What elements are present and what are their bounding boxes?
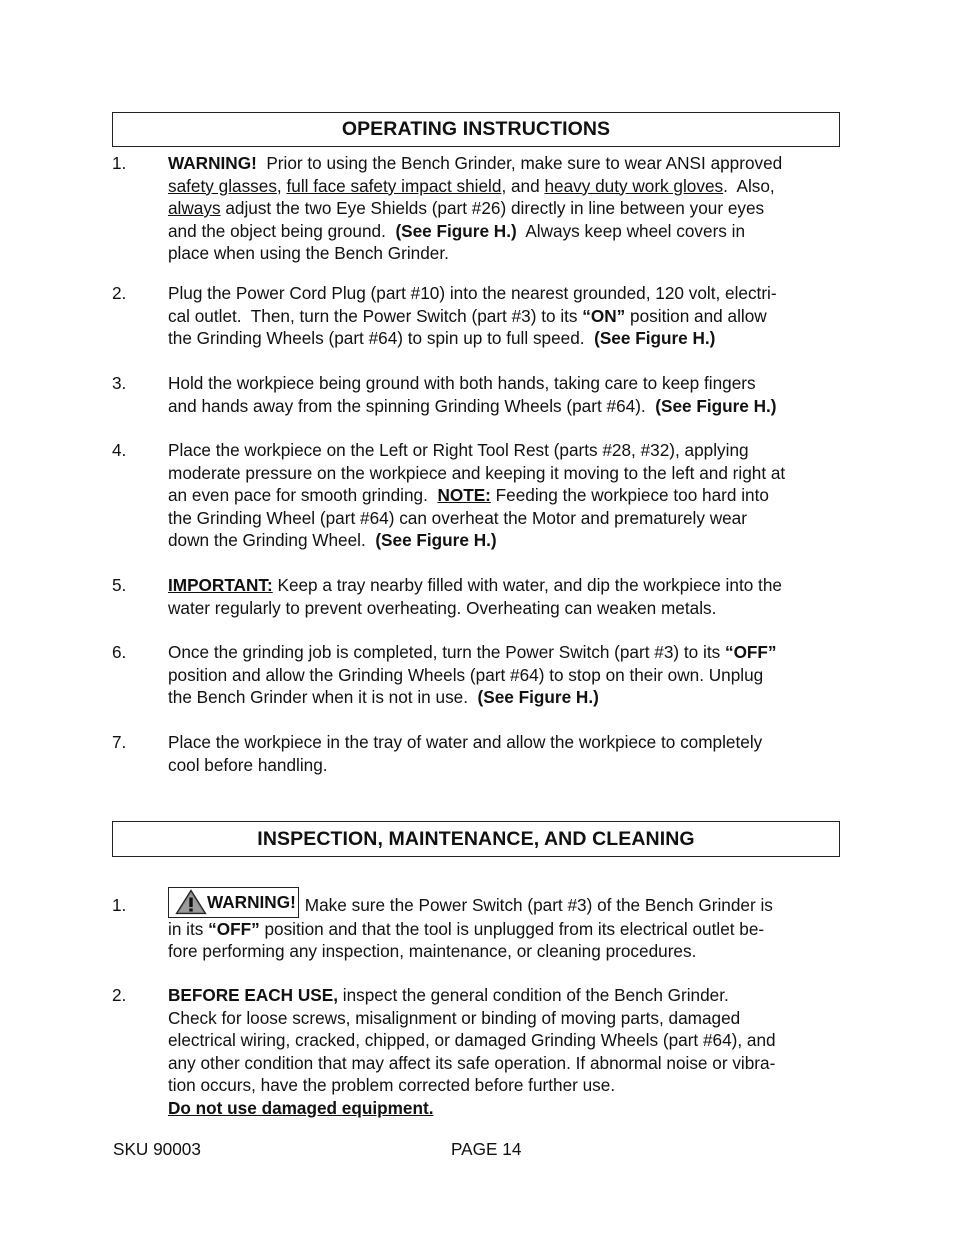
item-number: 1. <box>112 153 127 173</box>
list-item <box>112 152 842 265</box>
section-title: INSPECTION, MAINTENANCE, AND CLEANING <box>257 827 695 850</box>
text-fragment: down the Grinding Wheel. <box>168 530 376 550</box>
item-text <box>168 372 842 417</box>
text-fragment: Always keep wheel covers in <box>516 220 746 241</box>
figure-reference: (See Figure H.) <box>375 530 497 550</box>
text-line: Place the workpiece in the tray of water and allow the workpiece to completely <box>168 732 763 752</box>
list-item <box>112 372 842 417</box>
list-item <box>112 439 842 552</box>
text-fragment: Make sure the Power Switch (part #3) of the Bench Grinder is <box>304 895 773 915</box>
figure-reference: (See Figure H.) <box>395 220 517 241</box>
list-item <box>112 574 842 619</box>
text-line: water regularly to prevent overheating. Overheating can weaken metals. <box>168 597 717 618</box>
text-line: fore performing any inspection, maintenance, or cleaning procedures. <box>168 941 697 961</box>
text-line: the Grinding Wheel (part #64) can overheat the Motor and prematurely wear <box>168 507 747 528</box>
warning-label: WARNING! <box>207 891 296 912</box>
figure-reference: (See Figure H.) <box>655 395 777 416</box>
text-line: cool before handling. <box>168 754 328 775</box>
text-line: moderate pressure on the workpiece and keeping it moving to the left and right at <box>168 462 786 483</box>
text-fragment: inspect the general condition of the Bench Grinder. <box>338 985 729 1005</box>
warning-statement: Do not use damaged equipment. <box>168 1097 434 1118</box>
text-fragment: . Also, <box>723 175 775 196</box>
section-header-operating <box>112 112 840 147</box>
text-fragment: the Grinding Wheels (part #64) to spin up to full speed. <box>168 328 595 348</box>
item-number: 7. <box>112 732 127 752</box>
underlined-text: full face safety impact shield <box>286 175 502 196</box>
section-title: OPERATING INSTRUCTIONS <box>341 118 611 140</box>
text-fragment: position and that the tool is unplugged from its electrical outlet be- <box>259 918 765 939</box>
text-fragment: , and <box>501 175 545 196</box>
figure-reference: (See Figure H.) <box>477 687 599 707</box>
item-number: 2. <box>112 283 127 303</box>
text-line: Place the workpiece on the Left or Right Tool Rest (parts #28, #32), applying <box>168 440 749 460</box>
footer-page-number: PAGE 14 <box>451 1139 522 1159</box>
section-header-inspection <box>112 821 840 857</box>
text-fragment: Feeding the workpiece too hard into <box>490 485 769 505</box>
item-text <box>168 152 842 265</box>
text-line: position and allow the Grinding Wheels (part #64) to stop on their own. Unplug <box>168 664 764 685</box>
item-text <box>168 984 842 1119</box>
text-line: Plug the Power Cord Plug (part #10) into the nearest grounded, 120 volt, electri- <box>168 283 777 303</box>
warning-label: WARNING! <box>168 153 257 173</box>
item-text <box>168 891 842 963</box>
text-line: tion occurs, have the problem corrected before further use. <box>168 1075 616 1095</box>
text-line: place when using the Bench Grinder. <box>168 243 449 263</box>
note-label: NOTE: <box>437 485 491 505</box>
footer-sku: SKU 90003 <box>113 1139 201 1159</box>
text-fragment: in its <box>168 918 209 939</box>
list-item <box>112 984 842 1119</box>
text-line: Check for loose screws, misalignment or binding of moving parts, damaged <box>168 1007 741 1028</box>
bold-text: “OFF” <box>208 918 260 939</box>
text-line: Hold the workpiece being ground with both hands, taking care to keep fingers <box>168 373 756 393</box>
underlined-text: always <box>168 198 221 218</box>
text-fragment: and hands away from the spinning Grinding Wheels (part #64). <box>168 395 656 416</box>
item-number: 2. <box>112 985 127 1005</box>
text-line: Prior to using the Bench Grinder, make sure to wear ANSI approved <box>256 153 783 173</box>
text-fragment: adjust the two Eye Shields (part #26) directly in line between your eyes <box>220 198 765 218</box>
text-fragment: and the object being ground. <box>168 220 396 241</box>
item-text <box>168 439 842 552</box>
item-text <box>168 641 842 709</box>
text-line: any other condition that may affect its safe operation. If abnormal noise or vibra- <box>168 1052 776 1073</box>
bold-text: “OFF” <box>724 642 777 662</box>
bold-text: “ON” <box>582 305 626 326</box>
text-fragment: , <box>276 175 287 196</box>
item-number: 5. <box>112 575 127 595</box>
list-item <box>112 731 842 776</box>
underlined-text: safety glasses <box>168 175 277 196</box>
item-text <box>168 282 842 350</box>
figure-reference: (See Figure H.) <box>594 328 716 348</box>
item-text <box>168 731 842 776</box>
item-number: 4. <box>112 440 127 460</box>
warning-box <box>168 887 299 918</box>
warning-triangle-icon <box>175 889 207 915</box>
text-fragment: position and allow <box>625 305 767 326</box>
text-fragment: Once the grinding job is completed, turn the Power Switch (part #3) to its <box>168 642 725 662</box>
list-item <box>112 891 842 963</box>
text-fragment: cal outlet. Then, turn the Power Switch (part #3) to its <box>168 305 583 326</box>
item-text <box>168 574 842 619</box>
important-label: IMPORTANT: <box>168 575 273 595</box>
text-line: electrical wiring, cracked, chipped, or damaged Grinding Wheels (part #64), and <box>168 1030 776 1050</box>
item-number: 1. <box>112 895 127 915</box>
item-number: 3. <box>112 373 127 393</box>
text-fragment: Keep a tray nearby filled with water, and dip the workpiece into the <box>272 575 782 595</box>
list-item <box>112 282 842 350</box>
bold-text: BEFORE EACH USE, <box>168 985 338 1005</box>
text-fragment: an even pace for smooth grinding. <box>168 485 438 505</box>
text-fragment: the Bench Grinder when it is not in use. <box>168 687 478 707</box>
underlined-text: heavy duty work gloves <box>544 175 724 196</box>
list-item <box>112 641 842 709</box>
item-number: 6. <box>112 642 127 662</box>
